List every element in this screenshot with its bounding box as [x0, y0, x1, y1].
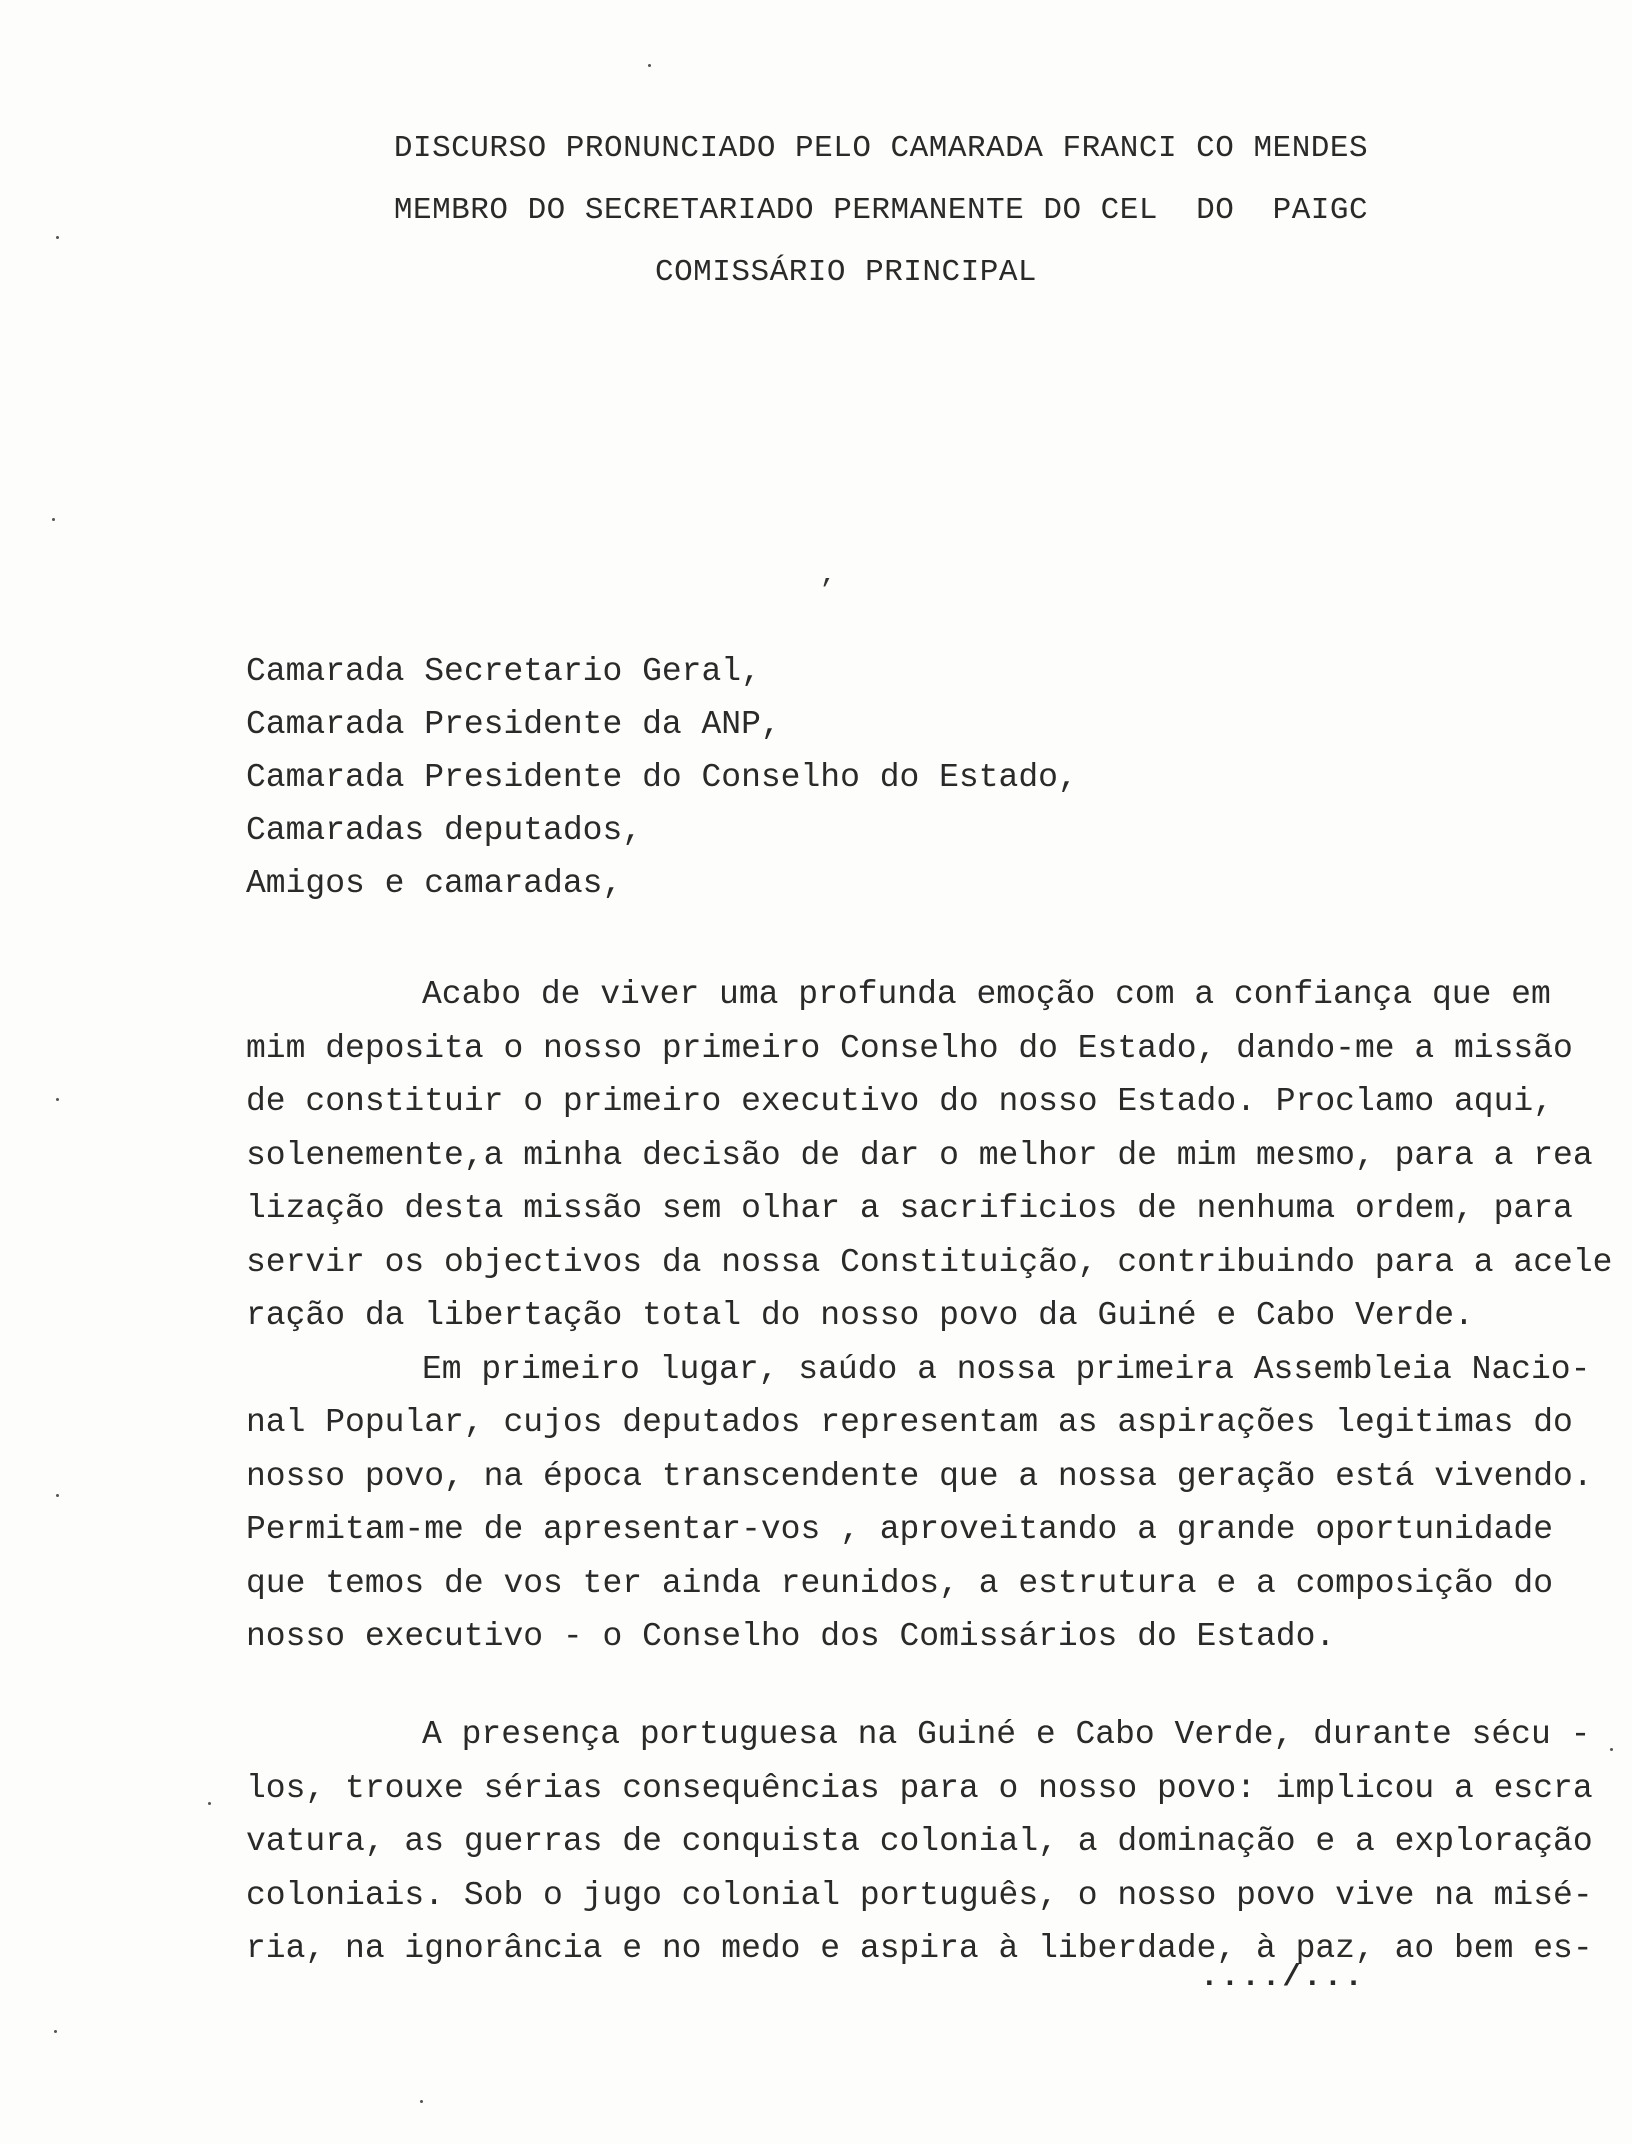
stray-ink-mark: ’	[818, 576, 835, 607]
header-line-2: MEMBRO DO SECRETARIADO PERMANENTE DO CEL DO PAIGC	[393, 193, 1369, 228]
salutation-line: Camaradas deputados,	[246, 812, 643, 849]
text-line: Acabo de viver uma profunda emoção com a confiança que em	[422, 976, 1551, 1013]
text-line: los, trouxe sérias consequências para o nosso povo: implicou a escra	[246, 1769, 1593, 1807]
header-line-1: DISCURSO PRONUNCIADO PELO CAMARADA FRANCI CO MENDES	[393, 131, 1369, 166]
text-line: Permitam-me de apresentar-vos , aproveitando a grande oportunidade	[246, 1511, 1554, 1548]
scan-speck	[56, 236, 59, 239]
text-line: coloniais. Sob o jugo colonial português, o nosso povo vive na misé-	[246, 1876, 1593, 1914]
continuation-mark: ..../...	[1200, 1960, 1365, 1995]
text-line: que temos de vos ter ainda reunidos, a estrutura e a composição do	[246, 1564, 1554, 1602]
salutation-line: Camarada Presidente do Conselho do Estado,	[246, 759, 1078, 796]
salutation-line: Camarada Presidente da ANP,	[246, 706, 781, 743]
text-line: de constituir o primeiro executivo do nosso Estado. Proclamo aqui,	[246, 1083, 1554, 1120]
text-line: mim deposita o nosso primeiro Conselho do Estado, dando-me a missão	[246, 1029, 1573, 1067]
text-line: nosso executivo - o Conselho dos Comissários do Estado.	[246, 1618, 1336, 1655]
text-line: vatura, as guerras de conquista colonial, a dominação e a exploração	[246, 1823, 1593, 1860]
document-header	[0, 118, 1632, 304]
text-line: Em primeiro lugar, saúdo a nossa primeira Assembleia Nacio-	[422, 1350, 1591, 1388]
scan-speck	[56, 1098, 59, 1101]
text-line: solenemente,a minha decisão de dar o melhor de mim mesmo, para a rea	[246, 1136, 1593, 1174]
text-line: nosso povo, na época transcendente que a nossa geração está vivendo.	[246, 1457, 1593, 1495]
scan-speck	[52, 518, 55, 521]
text-line: lização desta missão sem olhar a sacrificios de nenhuma ordem, para	[246, 1190, 1573, 1227]
scan-speck	[54, 2030, 57, 2033]
text-line: nal Popular, cujos deputados representam as aspirações legitimas do	[246, 1404, 1573, 1441]
header-line-3: COMISSÁRIO PRINCIPAL	[654, 255, 1038, 290]
salutation-line: Amigos e camaradas,	[246, 865, 623, 902]
scan-speck	[56, 1494, 59, 1497]
salutations-block	[246, 645, 1078, 910]
text-line: servir os objectivos da nossa Constituição, contribuindo para a acele	[246, 1243, 1613, 1281]
scan-speck	[420, 2100, 423, 2103]
scan-speck	[208, 1802, 211, 1805]
text-line: A presença portuguesa na Guiné e Cabo Verde, durante sécu -	[422, 1716, 1591, 1753]
scan-speck	[1610, 1748, 1613, 1751]
salutation-line: Camarada Secretario Geral,	[246, 653, 761, 690]
paragraph-1	[246, 968, 1613, 1664]
text-line: ração da libertação total do nosso povo da Guiné e Cabo Verde.	[246, 1297, 1474, 1334]
scan-speck	[648, 64, 651, 67]
text-line: ria, na ignorância e no medo e aspira à liberdade, à paz, ao bem es-	[246, 1930, 1593, 1967]
paragraph-2	[246, 1708, 1593, 1976]
